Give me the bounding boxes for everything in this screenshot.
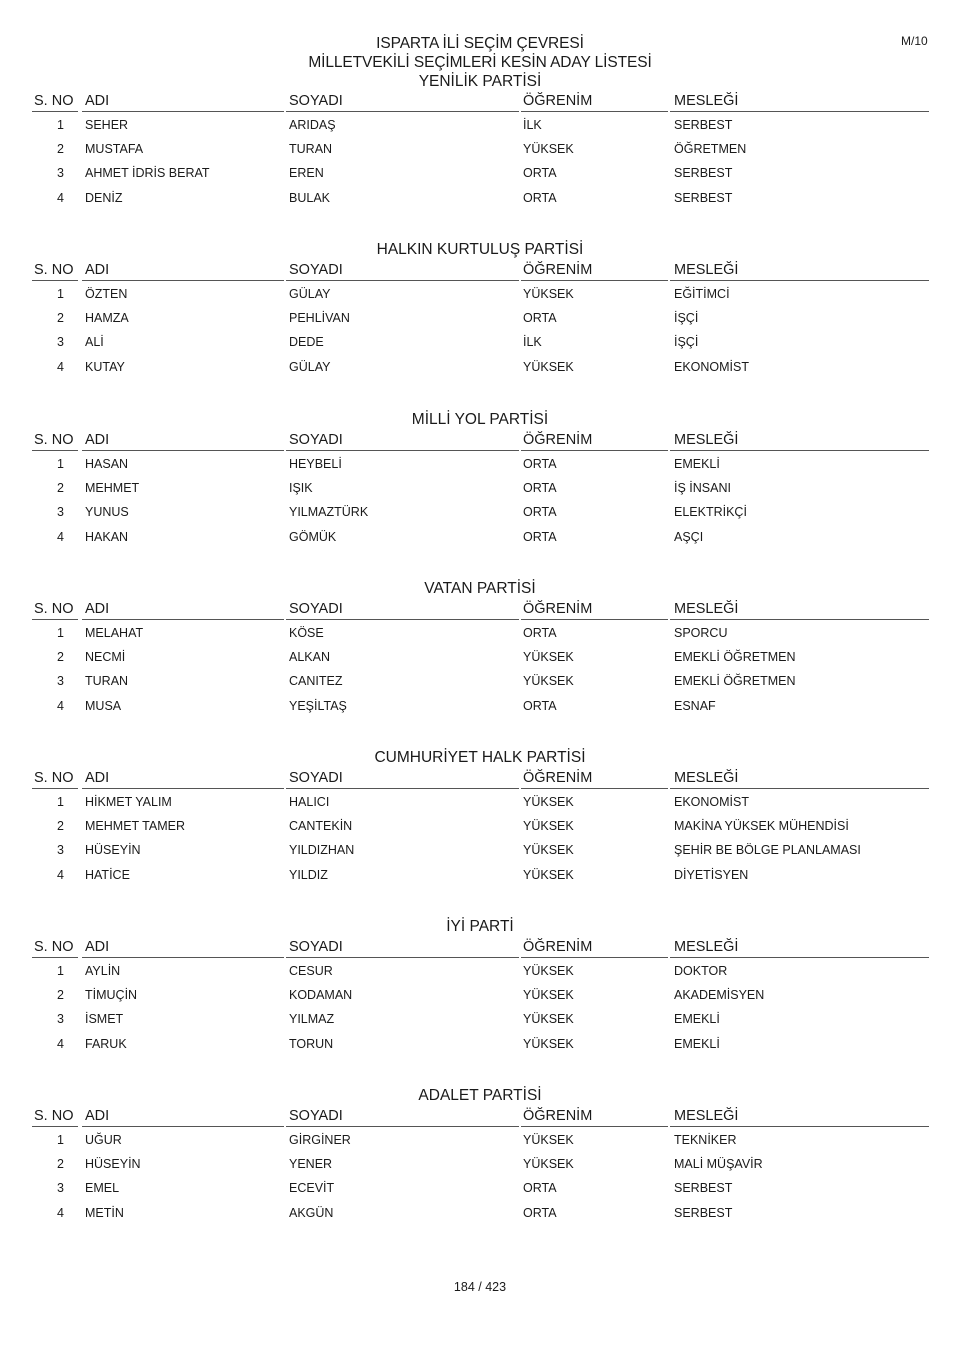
- party-section: [0, 240, 960, 379]
- cell-adi: EMEL: [85, 1181, 120, 1196]
- header-line-2: MİLLETVEKİLİ SEÇİMLERİ KESİN ADAY LİSTESİ: [308, 54, 652, 71]
- page-code: M/10: [901, 34, 928, 48]
- cell-meslegi: EMEKLİ: [674, 1012, 720, 1027]
- cell-ogrenim: ORTA: [523, 311, 557, 326]
- party-section: [0, 917, 960, 1056]
- cell-ogrenim: ORTA: [523, 481, 557, 496]
- col-header-meslegi: MESLEĞİ: [674, 939, 739, 955]
- header-divider: [82, 957, 284, 958]
- cell-ogrenim: YÜKSEK: [523, 988, 574, 1003]
- cell-meslegi: AKADEMİSYEN: [674, 988, 765, 1003]
- cell-adi: FARUK: [85, 1036, 127, 1051]
- table-row: [0, 959, 960, 983]
- cell-soyadi: GÜLAY: [289, 287, 331, 301]
- header-divider: [286, 788, 519, 789]
- header-divider: [82, 788, 284, 789]
- table-header: [0, 260, 960, 282]
- header-divider: [670, 619, 929, 620]
- col-header-no: S. NO: [34, 939, 74, 955]
- cell-meslegi: EKONOMİST: [674, 359, 750, 374]
- cell-soyadi: YENER: [289, 1157, 333, 1172]
- cell-adi: NECMİ: [85, 650, 126, 665]
- cell-adi: MUSTAFA: [85, 142, 144, 157]
- header-divider: [670, 450, 929, 451]
- cell-soyadi: HEYBELİ: [289, 457, 342, 471]
- party-title: HALKIN KURTULUŞ PARTİSİ: [376, 241, 584, 258]
- cell-ogrenim: İLK: [523, 118, 542, 132]
- cell-soyadi: DEDE: [289, 335, 324, 350]
- col-header-soyadi: SOYADI: [289, 939, 343, 955]
- table-row: [0, 1007, 960, 1031]
- cell-adi: AYLİN: [85, 964, 121, 978]
- table-row: [0, 500, 960, 524]
- cell-no: 4: [57, 359, 64, 374]
- cell-soyadi: AKGÜN: [289, 1205, 334, 1220]
- cell-soyadi: YEŞİLTAŞ: [289, 698, 347, 713]
- header-divider: [521, 1126, 668, 1127]
- party-title: MİLLİ YOL PARTİSİ: [411, 411, 549, 428]
- cell-no: 3: [57, 1012, 64, 1027]
- header-divider: [82, 280, 284, 281]
- cell-meslegi: İŞÇİ: [674, 335, 699, 350]
- cell-no: 1: [57, 457, 64, 471]
- header-divider: [32, 111, 78, 112]
- cell-ogrenim: ORTA: [523, 166, 557, 181]
- cell-soyadi: YILMAZ: [289, 1012, 335, 1027]
- header-divider: [32, 450, 78, 451]
- col-header-no: S. NO: [34, 262, 74, 278]
- cell-soyadi: HALICI: [289, 795, 330, 809]
- table-row: [0, 476, 960, 500]
- cell-adi: HASAN: [85, 457, 129, 471]
- table-header: [0, 937, 960, 959]
- cell-no: 1: [57, 626, 64, 640]
- cell-no: 2: [57, 481, 64, 496]
- col-header-soyadi: SOYADI: [289, 770, 343, 786]
- cell-adi: HAKAN: [85, 529, 129, 544]
- cell-meslegi: EKONOMİST: [674, 795, 750, 809]
- cell-soyadi: PEHLİVAN: [289, 311, 350, 326]
- cell-adi: ÖZTEN: [85, 287, 128, 301]
- cell-soyadi: CANTEKİN: [289, 819, 353, 834]
- header-divider: [670, 788, 929, 789]
- table-row: [0, 282, 960, 306]
- cell-no: 1: [57, 1133, 64, 1147]
- party-title: ADALET PARTİSİ: [418, 1087, 542, 1104]
- table-row: [0, 1152, 960, 1176]
- cell-no: 2: [57, 1157, 64, 1172]
- cell-meslegi: EMEKLİ: [674, 457, 720, 471]
- header-divider: [521, 111, 668, 112]
- header-divider: [82, 111, 284, 112]
- cell-ogrenim: YÜKSEK: [523, 650, 574, 665]
- cell-meslegi: TEKNİKER: [674, 1133, 737, 1147]
- cell-ogrenim: YÜKSEK: [523, 142, 574, 157]
- header-divider: [32, 280, 78, 281]
- col-header-adi: ADI: [85, 1108, 110, 1124]
- cell-adi: TİMUÇİN: [85, 988, 138, 1003]
- header-divider: [82, 450, 284, 451]
- cell-adi: HİKMET YALIM: [85, 795, 172, 809]
- col-header-no: S. NO: [34, 1108, 74, 1124]
- cell-soyadi: TURAN: [289, 142, 333, 157]
- col-header-meslegi: MESLEĞİ: [674, 432, 739, 448]
- cell-adi: MELAHAT: [85, 626, 144, 640]
- cell-adi: DENİZ: [85, 190, 123, 205]
- cell-no: 3: [57, 166, 64, 181]
- cell-soyadi: ARIDAŞ: [289, 118, 336, 132]
- header-divider: [286, 280, 519, 281]
- header-divider: [521, 280, 668, 281]
- table-row: [0, 645, 960, 669]
- cell-meslegi: ŞEHİR BE BÖLGE PLANLAMASI: [674, 843, 861, 858]
- cell-no: 4: [57, 1036, 64, 1051]
- cell-no: 4: [57, 1205, 64, 1220]
- cell-no: 1: [57, 118, 64, 132]
- cell-ogrenim: ORTA: [523, 190, 557, 205]
- table-header: [0, 599, 960, 621]
- cell-meslegi: AŞÇI: [674, 529, 704, 544]
- table-row: [0, 1176, 960, 1200]
- cell-soyadi: KÖSE: [289, 626, 324, 640]
- cell-adi: METİN: [85, 1205, 124, 1220]
- party-section: [0, 1086, 960, 1225]
- header-divider: [521, 619, 668, 620]
- cell-no: 2: [57, 819, 64, 834]
- cell-ogrenim: ORTA: [523, 457, 557, 471]
- cell-soyadi: TORUN: [289, 1036, 334, 1051]
- cell-meslegi: MAKİNA YÜKSEK MÜHENDİSİ: [674, 819, 849, 834]
- cell-adi: KUTAY: [85, 359, 125, 374]
- cell-meslegi: SPORCU: [674, 626, 728, 640]
- cell-ogrenim: YÜKSEK: [523, 819, 574, 834]
- header-divider: [286, 450, 519, 451]
- cell-meslegi: İŞ İNSANI: [674, 481, 731, 496]
- cell-ogrenim: YÜKSEK: [523, 359, 574, 374]
- cell-meslegi: ESNAF: [674, 698, 716, 713]
- table-row: [0, 621, 960, 645]
- header-divider: [670, 111, 929, 112]
- table-header: [0, 430, 960, 452]
- cell-ogrenim: ORTA: [523, 505, 557, 520]
- header-divider: [82, 619, 284, 620]
- cell-soyadi: EREN: [289, 166, 324, 181]
- party-section: [0, 748, 960, 887]
- cell-ogrenim: YÜKSEK: [523, 964, 574, 978]
- cell-meslegi: ÖĞRETMEN: [674, 142, 747, 157]
- table-row: [0, 306, 960, 330]
- cell-ogrenim: ORTA: [523, 1181, 557, 1196]
- cell-adi: UĞUR: [85, 1133, 122, 1147]
- table-row: [0, 330, 960, 354]
- table-row: [0, 790, 960, 814]
- cell-ogrenim: ORTA: [523, 698, 557, 713]
- col-header-soyadi: SOYADI: [289, 93, 343, 109]
- cell-no: 3: [57, 335, 64, 350]
- table-row: [0, 1032, 960, 1056]
- cell-soyadi: YILMAZTÜRK: [289, 505, 369, 520]
- cell-no: 3: [57, 843, 64, 858]
- page-number: 184 / 423: [453, 1280, 507, 1294]
- cell-soyadi: GÜLAY: [289, 359, 331, 374]
- header-divider: [32, 619, 78, 620]
- cell-adi: SEHER: [85, 118, 129, 132]
- party-section: [0, 579, 960, 718]
- cell-no: 1: [57, 964, 64, 978]
- cell-no: 2: [57, 988, 64, 1003]
- cell-no: 2: [57, 142, 64, 157]
- cell-meslegi: SERBEST: [674, 190, 733, 205]
- cell-soyadi: IŞIK: [289, 481, 313, 496]
- table-row: [0, 113, 960, 137]
- col-header-adi: ADI: [85, 93, 110, 109]
- cell-no: 1: [57, 287, 64, 301]
- cell-meslegi: SERBEST: [674, 1181, 733, 1196]
- table-row: [0, 863, 960, 887]
- cell-ogrenim: YÜKSEK: [523, 795, 574, 809]
- header-divider: [32, 957, 78, 958]
- cell-meslegi: EĞİTİMCİ: [674, 287, 730, 301]
- cell-soyadi: ECEVİT: [289, 1181, 335, 1196]
- cell-meslegi: MALİ MÜŞAVİR: [674, 1157, 763, 1172]
- cell-soyadi: BULAK: [289, 190, 330, 205]
- cell-soyadi: YILDIZHAN: [289, 843, 355, 858]
- header-divider: [670, 280, 929, 281]
- col-header-ogrenim: ÖĞRENİM: [523, 93, 593, 109]
- cell-adi: HÜSEYİN: [85, 843, 141, 858]
- cell-soyadi: GÖMÜK: [289, 529, 337, 544]
- cell-no: 3: [57, 674, 64, 689]
- cell-no: 2: [57, 650, 64, 665]
- table-row: [0, 669, 960, 693]
- col-header-no: S. NO: [34, 432, 74, 448]
- cell-adi: MUSA: [85, 698, 122, 713]
- header-divider: [32, 1126, 78, 1127]
- table-header: [0, 768, 960, 790]
- col-header-adi: ADI: [85, 432, 110, 448]
- cell-meslegi: EMEKLİ ÖĞRETMEN: [674, 650, 796, 665]
- table-row: [0, 355, 960, 379]
- cell-no: 4: [57, 190, 64, 205]
- cell-adi: YUNUS: [85, 505, 129, 520]
- cell-meslegi: ELEKTRİKÇİ: [674, 505, 747, 520]
- table-row: [0, 186, 960, 210]
- col-header-ogrenim: ÖĞRENİM: [523, 432, 593, 448]
- col-header-soyadi: SOYADI: [289, 432, 343, 448]
- col-header-adi: ADI: [85, 262, 110, 278]
- party-title: İYİ PARTİ: [446, 918, 514, 935]
- table-row: [0, 1201, 960, 1225]
- col-header-meslegi: MESLEĞİ: [674, 1108, 739, 1124]
- cell-no: 4: [57, 698, 64, 713]
- cell-meslegi: EMEKLİ ÖĞRETMEN: [674, 674, 796, 689]
- header-divider: [286, 111, 519, 112]
- cell-ogrenim: YÜKSEK: [523, 287, 574, 301]
- header-divider: [521, 788, 668, 789]
- header-divider: [286, 957, 519, 958]
- table-row: [0, 983, 960, 1007]
- cell-ogrenim: YÜKSEK: [523, 674, 574, 689]
- cell-adi: ALİ: [85, 335, 104, 350]
- cell-soyadi: CESUR: [289, 964, 333, 978]
- header-divider: [521, 450, 668, 451]
- header-divider: [32, 788, 78, 789]
- table-row: [0, 814, 960, 838]
- col-header-no: S. NO: [34, 770, 74, 786]
- party-title: CUMHURİYET HALK PARTİSİ: [374, 749, 586, 766]
- cell-adi: MEHMET: [85, 481, 140, 496]
- col-header-meslegi: MESLEĞİ: [674, 601, 739, 617]
- col-header-ogrenim: ÖĞRENİM: [523, 262, 593, 278]
- table-row: [0, 161, 960, 185]
- col-header-soyadi: SOYADI: [289, 262, 343, 278]
- cell-meslegi: DOKTOR: [674, 964, 728, 978]
- header-divider: [521, 957, 668, 958]
- table-header: [0, 1106, 960, 1128]
- col-header-adi: ADI: [85, 770, 110, 786]
- col-header-ogrenim: ÖĞRENİM: [523, 601, 593, 617]
- cell-adi: HÜSEYİN: [85, 1157, 141, 1172]
- cell-ogrenim: YÜKSEK: [523, 1157, 574, 1172]
- cell-no: 1: [57, 795, 64, 809]
- cell-ogrenim: YÜKSEK: [523, 1133, 574, 1147]
- cell-meslegi: EMEKLİ: [674, 1036, 720, 1051]
- header-divider: [286, 619, 519, 620]
- table-row: [0, 1128, 960, 1152]
- table-row: [0, 137, 960, 161]
- cell-soyadi: CANITEZ: [289, 674, 343, 689]
- cell-ogrenim: ORTA: [523, 626, 557, 640]
- col-header-no: S. NO: [34, 601, 74, 617]
- party-title: VATAN PARTİSİ: [424, 580, 536, 597]
- cell-soyadi: GİRGİNER: [289, 1133, 351, 1147]
- col-header-ogrenim: ÖĞRENİM: [523, 770, 593, 786]
- cell-adi: İSMET: [85, 1012, 124, 1027]
- cell-ogrenim: YÜKSEK: [523, 867, 574, 882]
- cell-no: 4: [57, 867, 64, 882]
- cell-ogrenim: YÜKSEK: [523, 843, 574, 858]
- cell-soyadi: KODAMAN: [289, 988, 353, 1003]
- col-header-ogrenim: ÖĞRENİM: [523, 1108, 593, 1124]
- header-divider: [670, 957, 929, 958]
- header-line-1: ISPARTA İLİ SEÇİM ÇEVRESİ: [376, 35, 584, 52]
- cell-meslegi: SERBEST: [674, 166, 733, 181]
- cell-no: 3: [57, 1181, 64, 1196]
- col-header-meslegi: MESLEĞİ: [674, 93, 739, 109]
- cell-ogrenim: YÜKSEK: [523, 1036, 574, 1051]
- col-header-adi: ADI: [85, 939, 110, 955]
- col-header-meslegi: MESLEĞİ: [674, 262, 739, 278]
- party-section: [0, 72, 960, 210]
- cell-adi: TURAN: [85, 674, 129, 689]
- header-divider: [286, 1126, 519, 1127]
- cell-ogrenim: ORTA: [523, 1205, 557, 1220]
- table-header: [0, 91, 960, 113]
- cell-adi: HATİCE: [85, 867, 130, 882]
- cell-meslegi: SERBEST: [674, 118, 733, 132]
- col-header-soyadi: SOYADI: [289, 601, 343, 617]
- cell-no: 4: [57, 529, 64, 544]
- table-row: [0, 838, 960, 862]
- header-divider: [82, 1126, 284, 1127]
- cell-no: 2: [57, 311, 64, 326]
- table-row: [0, 525, 960, 549]
- cell-soyadi: YILDIZ: [289, 867, 328, 882]
- col-header-soyadi: SOYADI: [289, 1108, 343, 1124]
- table-row: [0, 694, 960, 718]
- cell-meslegi: DİYETİSYEN: [674, 867, 749, 882]
- col-header-no: S. NO: [34, 93, 74, 109]
- table-row: [0, 452, 960, 476]
- col-header-ogrenim: ÖĞRENİM: [523, 939, 593, 955]
- cell-soyadi: ALKAN: [289, 650, 330, 665]
- cell-adi: HAMZA: [85, 311, 129, 326]
- party-title: YENİLİK PARTİSİ: [418, 73, 542, 90]
- cell-adi: AHMET İDRİS BERAT: [85, 166, 210, 181]
- cell-ogrenim: ORTA: [523, 529, 557, 544]
- col-header-meslegi: MESLEĞİ: [674, 770, 739, 786]
- cell-meslegi: İŞÇİ: [674, 311, 699, 326]
- cell-adi: MEHMET TAMER: [85, 819, 186, 834]
- cell-meslegi: SERBEST: [674, 1205, 733, 1220]
- header-divider: [670, 1126, 929, 1127]
- cell-ogrenim: YÜKSEK: [523, 1012, 574, 1027]
- document-header: [0, 34, 960, 72]
- col-header-adi: ADI: [85, 601, 110, 617]
- cell-no: 3: [57, 505, 64, 520]
- cell-ogrenim: İLK: [523, 335, 542, 350]
- party-section: [0, 410, 960, 549]
